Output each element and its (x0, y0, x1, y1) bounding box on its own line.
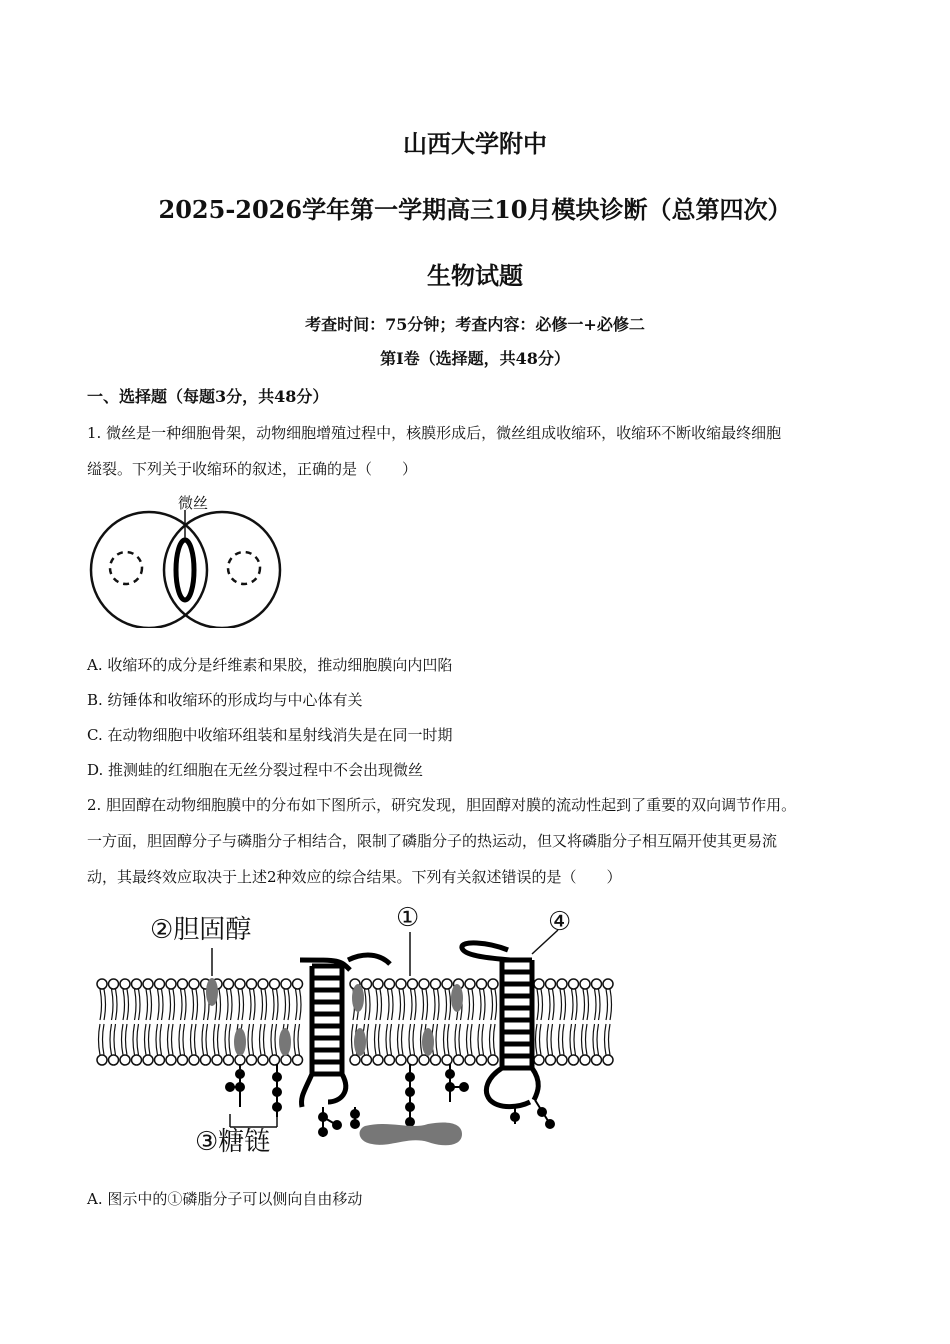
phospholipid-tail (597, 1024, 599, 1055)
q2-option-a: A. 图示中的①磷脂分子可以侧向自由移动 (87, 1190, 363, 1208)
phospholipid-tail (409, 1024, 411, 1055)
phospholipid-head (97, 1055, 107, 1065)
phospholipid-head (224, 979, 234, 989)
phospholipid-tail (445, 989, 447, 1020)
phospholipid-tail (549, 989, 551, 1020)
exam-title: 2025-2026学年第一学期高三10月模块诊断（总第四次） (158, 195, 792, 224)
phospholipid-tail (421, 1024, 423, 1055)
phospholipid-tail (183, 1024, 185, 1055)
phospholipid-tail (112, 989, 114, 1020)
phospholipid-tail (196, 989, 198, 1020)
phospholipid-tail (214, 1024, 216, 1055)
phospholipid-tail (403, 989, 405, 1020)
phospholipid-tail (273, 989, 275, 1020)
phospholipid-head (132, 1055, 142, 1065)
microfilament-label: 微丝 (177, 494, 209, 512)
q1-stem-line1: 1. 微丝是一种细胞骨架，动物细胞增殖过程中，核膜形成后，微丝组成收缩环，收缩环不断收缩最终细胞 (87, 424, 782, 442)
phospholipid-tail (195, 1024, 197, 1055)
phospholipid-tail (284, 989, 286, 1020)
phospholipid-tail (376, 989, 378, 1020)
phospholipid-tail (231, 989, 233, 1020)
phospholipid-tail (172, 1024, 174, 1055)
phospholipid-tail (564, 989, 566, 1020)
phospholipid-tail (399, 989, 401, 1020)
phospholipid-tail (392, 989, 394, 1020)
phospholipid-tail (206, 1024, 208, 1055)
phospholipid-tail (388, 989, 390, 1020)
phospholipid-tail (104, 989, 106, 1020)
phospholipid-head (373, 1055, 383, 1065)
phospholipid-tail (574, 1024, 576, 1055)
part-title: 第I卷（选择题，共48分） (380, 349, 570, 368)
phospholipid-head (293, 1055, 303, 1065)
phospholipid-head (109, 1055, 119, 1065)
phospholipid-tail (551, 1024, 553, 1055)
phospholipid-tail (415, 989, 417, 1020)
q1-cell-division-figure (84, 488, 284, 628)
phospholipid-tail (379, 1024, 381, 1055)
phospholipid-tail (271, 1024, 273, 1055)
phospholipid-tail (265, 989, 267, 1020)
left-nucleus (110, 552, 142, 584)
right-nucleus (228, 552, 260, 584)
phospholipid-tail (547, 1024, 549, 1055)
phospholipid-tail (296, 989, 298, 1020)
phospholipid-tail (185, 989, 187, 1020)
phospholipid-tail (238, 989, 240, 1020)
phospholipid-head (431, 1055, 441, 1065)
phospholipid-tail (204, 989, 206, 1020)
phospholipid-tail (553, 989, 555, 1020)
phospholipid-tail (122, 1024, 124, 1055)
phospholipid-tail (595, 989, 597, 1020)
phospholipid-head (592, 979, 602, 989)
phospholipid-tail (605, 1024, 607, 1055)
phospholipid-tail (168, 1024, 170, 1055)
phospholipid-head (580, 1055, 590, 1065)
q1-option-d: D. 推测蛙的红细胞在无丝分裂过程中不会出现微丝 (87, 761, 424, 779)
phospholipid-head (258, 979, 268, 989)
phospholipid-tail (127, 989, 129, 1020)
phospholipid-tail (448, 1024, 450, 1055)
phospholipid-head (385, 1055, 395, 1065)
phospholipid-tail (103, 1024, 105, 1055)
phospholipid-tail (254, 989, 256, 1020)
phospholipid-head (477, 979, 487, 989)
phospholipid-tail (413, 1024, 415, 1055)
phospholipid-head (143, 1055, 153, 1065)
phospholipid-tail (219, 989, 221, 1020)
phospholipid-tail (264, 1024, 266, 1055)
phospholipid-head (155, 979, 165, 989)
phospholipid-head (569, 1055, 579, 1065)
phospholipid-head (569, 979, 579, 989)
phospholipid-tail (139, 989, 141, 1020)
phospholipid-tail (158, 989, 160, 1020)
phospholipid-head (247, 1055, 257, 1065)
phospholipid-head (362, 979, 372, 989)
phospholipid-tail (179, 1024, 181, 1055)
phospholipid-head (270, 979, 280, 989)
phospholipid-head (362, 1055, 372, 1065)
phospholipid-tail (599, 989, 601, 1020)
phospholipid-tail (227, 989, 229, 1020)
phospholipid-tail (402, 1024, 404, 1055)
q2-stem-line3: 动，其最终效应取决于上述2种效应的综合结果。下列有关叙述错误的是（ ） (87, 868, 622, 886)
phospholipid-tail (288, 989, 290, 1020)
phospholipid-tail (480, 989, 482, 1020)
phospholipid-head (281, 979, 291, 989)
phospholipid-head (97, 979, 107, 989)
phospholipid-tail (367, 1024, 369, 1055)
phospholipid-head (189, 1055, 199, 1065)
phospholipid-head (534, 979, 544, 989)
phospholipid-head (534, 1055, 544, 1065)
q1-option-b: B. 纺锤体和收缩环的形成均与中心体有关 (87, 691, 363, 709)
phospholipid-tail (606, 989, 608, 1020)
phospholipid-tail (582, 1024, 584, 1055)
phospholipid-tail (365, 989, 367, 1020)
phospholipid-tail (146, 989, 148, 1020)
phospholipid-head (408, 1055, 418, 1065)
q1-stem-line2: 缢裂。下列关于收缩环的叙述，正确的是（ ） (87, 460, 418, 478)
phospholipid-head (454, 1055, 464, 1065)
phospholipid-head (488, 1055, 498, 1065)
phospholipid-tail (123, 989, 125, 1020)
q2-stem-line2: 一方面，胆固醇分子与磷脂分子相结合，限制了磷脂分子的热运动，但又将磷脂分子相互隔开使其更易流 (87, 832, 778, 850)
phospholipid-tail (559, 1024, 561, 1055)
phospholipid-tail (422, 989, 424, 1020)
phospholipid-head (396, 1055, 406, 1065)
phospholipid-tail (126, 1024, 128, 1055)
phospholipid-head (603, 1055, 613, 1065)
phospholipid-tail (275, 1024, 277, 1055)
phospholipid-tail (252, 1024, 254, 1055)
phospholipid-head (281, 1055, 291, 1065)
phospholipid-head (189, 979, 199, 989)
phospholipid-head (201, 1055, 211, 1065)
phospholipid-tail (438, 989, 440, 1020)
left-daughter-cell (91, 512, 207, 628)
phospholipid-head (235, 979, 245, 989)
phospholipid-tail (114, 1024, 116, 1055)
q2-membrane-figure (90, 902, 625, 1162)
phospholipid-head (120, 979, 130, 989)
school-name: 山西大学附中 (403, 129, 547, 158)
right-daughter-cell (164, 512, 280, 628)
phospholipid-head (546, 979, 556, 989)
phospholipid-tail (352, 1024, 354, 1055)
phospholipid-tail (570, 1024, 572, 1055)
phospholipid-head (546, 1055, 556, 1065)
phospholipid-tail (250, 989, 252, 1020)
phospholipid-tail (145, 1024, 147, 1055)
phospholipid-tail (576, 989, 578, 1020)
phospholipid-tail (110, 1024, 112, 1055)
phospholipid-head (350, 1055, 360, 1065)
label-4: ④ (548, 907, 572, 937)
phospholipid-tail (242, 989, 244, 1020)
phospholipid-tail (100, 989, 102, 1020)
label-1: ① (396, 903, 420, 933)
phospholipid-tail (541, 989, 543, 1020)
phospholipid-tail (294, 1024, 296, 1055)
phospholipid-head (132, 979, 142, 989)
phospholipid-tail (536, 1024, 538, 1055)
phospholipid-tail (150, 989, 152, 1020)
phospholipid-tail (436, 1024, 438, 1055)
phospholipid-head (224, 1055, 234, 1065)
phospholipid-tail (444, 1024, 446, 1055)
phospholipid-tail (386, 1024, 388, 1055)
phospholipid-tail (455, 1024, 457, 1055)
phospholipid-tail (137, 1024, 139, 1055)
phospholipid-tail (380, 989, 382, 1020)
phospholipid-tail (482, 1024, 484, 1055)
phospholipid-tail (261, 989, 263, 1020)
transmembrane-protein-center (300, 955, 390, 1107)
phospholipid-head (442, 1055, 452, 1065)
phospholipid-tail (593, 1024, 595, 1055)
phospholipid-head (293, 979, 303, 989)
phospholipid-tail (586, 1024, 588, 1055)
phospholipid-tail (610, 989, 612, 1020)
phospholipid-tail (572, 989, 574, 1020)
phospholipid-tail (181, 989, 183, 1020)
q1-option-c: C. 在动物细胞中收缩环组装和星射线消失是在同一时期 (87, 726, 453, 744)
phospholipid-head (212, 1055, 222, 1065)
phospholipid-tail (191, 1024, 193, 1055)
phospholipid-tail (202, 1024, 204, 1055)
phospholipid-head (488, 979, 498, 989)
phospholipid-tail (260, 1024, 262, 1055)
phospholipid-tail (218, 1024, 220, 1055)
phospholipid-tail (300, 989, 302, 1020)
phospholipid-tail (225, 1024, 227, 1055)
phospholipid-head (120, 1055, 130, 1065)
phospholipid-tail (149, 1024, 151, 1055)
phospholipid-tail (467, 1024, 469, 1055)
phospholipid-tail (537, 989, 539, 1020)
phospholipid-tail (484, 989, 486, 1020)
phospholipid-head (477, 1055, 487, 1065)
phospholipid-head (431, 979, 441, 989)
cholesterol-label: ②胆固醇 (150, 915, 252, 945)
phospholipid-tail (229, 1024, 231, 1055)
phospholipid-head (178, 979, 188, 989)
phospholipid-tail (472, 989, 474, 1020)
phospholipid-tail (133, 1024, 135, 1055)
transmembrane-protein-right (462, 943, 538, 1107)
phospholipid-tail (160, 1024, 162, 1055)
contractile-ring (176, 540, 194, 600)
phospholipid-tail (459, 1024, 461, 1055)
phospholipid-head (258, 1055, 268, 1065)
phospholipid-head (580, 979, 590, 989)
phospholipid-tail (162, 989, 164, 1020)
phospholipid-tail (540, 1024, 542, 1055)
phospholipid-tail (494, 1024, 496, 1055)
phospholipid-tail (173, 989, 175, 1020)
phospholipid-head (109, 979, 119, 989)
phospholipid-tail (583, 989, 585, 1020)
phospholipid-head (419, 979, 429, 989)
phospholipid-head (270, 1055, 280, 1065)
phospholipid-tail (609, 1024, 611, 1055)
phospholipid-head (408, 979, 418, 989)
phospholipid-head (155, 1055, 165, 1065)
phospholipid-head (592, 1055, 602, 1065)
phospholipid-head (442, 979, 452, 989)
phospholipid-tail (156, 1024, 158, 1055)
phospholipid-tail (192, 989, 194, 1020)
sugar-chain-label: ③糖链 (195, 1127, 271, 1157)
phospholipid-tail (468, 989, 470, 1020)
subject-title: 生物试题 (427, 261, 523, 290)
phospholipid-tail (471, 1024, 473, 1055)
q2-stem-line1: 2. 胆固醇在动物细胞膜中的分布如下图所示，研究发现，胆固醇对膜的流动性起到了重要的双向调节作用。 (87, 796, 797, 814)
phospholipid-head (465, 1055, 475, 1065)
phospholipid-head (557, 1055, 567, 1065)
phospholipid-tail (277, 989, 279, 1020)
phospholipid-head (235, 1055, 245, 1065)
phospholipid-tail (169, 989, 171, 1020)
phospholipid-tail (116, 989, 118, 1020)
phospholipid-tail (426, 989, 428, 1020)
phospholipid-tail (298, 1024, 300, 1055)
phospholipid-tail (135, 989, 137, 1020)
phospholipid-tail (398, 1024, 400, 1055)
phospholipid-tail (587, 989, 589, 1020)
q1-option-a: A. 收缩环的成分是纤维素和果胶，推动细胞膜向内凹陷 (87, 656, 453, 674)
phospholipid-tail (369, 989, 371, 1020)
phospholipid-head (603, 979, 613, 989)
phospholipid-tail (248, 1024, 250, 1055)
phospholipid-tail (478, 1024, 480, 1055)
phospholipid-head (385, 979, 395, 989)
phospholipid-head (396, 979, 406, 989)
phospholipid-head (419, 1055, 429, 1065)
phospholipid-head (247, 979, 257, 989)
phospholipid-tail (449, 989, 451, 1020)
exam-info: 考查时间：75分钟；考查内容：必修一+必修二 (305, 315, 645, 334)
phospholipid-tail (563, 1024, 565, 1055)
phospholipid-head (178, 1055, 188, 1065)
phospholipid-head (143, 979, 153, 989)
phospholipid-tail (99, 1024, 101, 1055)
phospholipid-tail (560, 989, 562, 1020)
phospholipid-tail (434, 989, 436, 1020)
phospholipid-tail (411, 989, 413, 1020)
section-title: 一、选择题（每题3分，共48分） (87, 387, 329, 406)
phospholipid-tail (491, 989, 493, 1020)
phospholipid-head (166, 1055, 176, 1065)
phospholipid-tail (490, 1024, 492, 1055)
phospholipid-head (465, 979, 475, 989)
phospholipid-tail (495, 989, 497, 1020)
phospholipid-tail (390, 1024, 392, 1055)
phospholipid-head (166, 979, 176, 989)
phospholipid-head (557, 979, 567, 989)
phospholipid-tail (375, 1024, 377, 1055)
phospholipid-head (373, 979, 383, 989)
